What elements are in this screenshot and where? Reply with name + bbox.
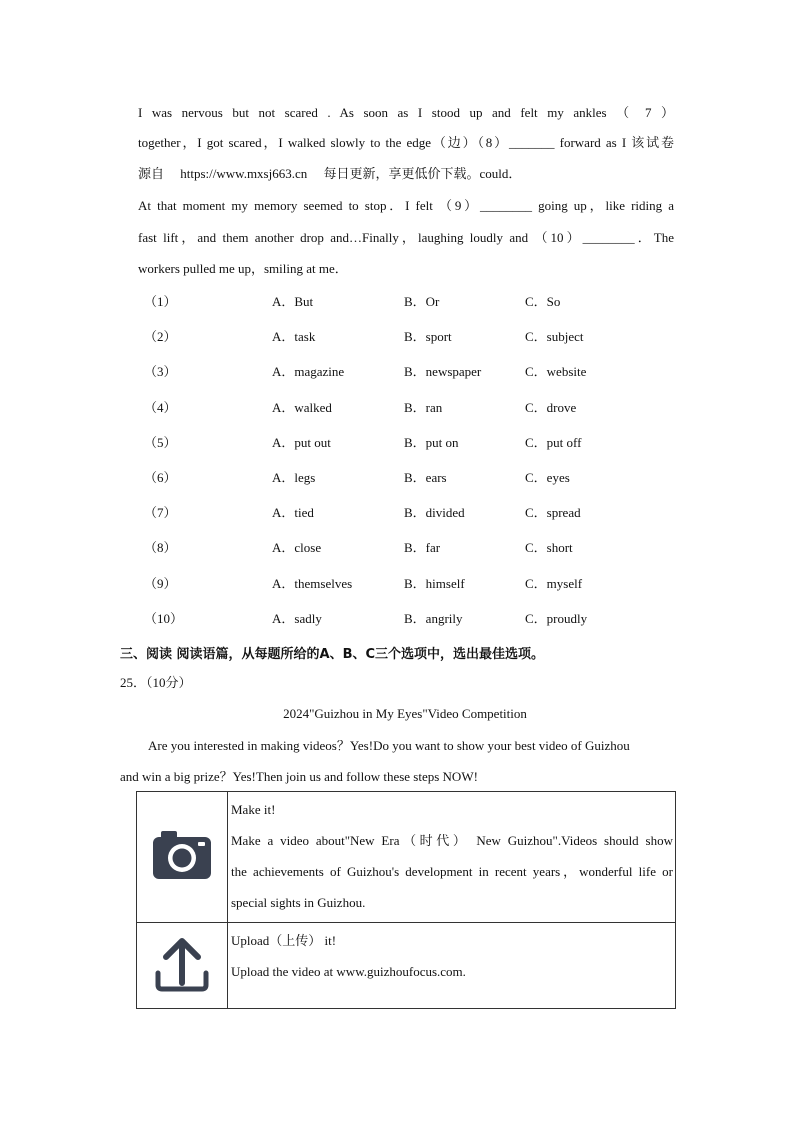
option-number: （8） (144, 540, 177, 556)
option-a: A．themselves (272, 575, 353, 591)
passage-line-3: 源自 https://www.mxsj663.cn 每日更新，享更低价下载。could． (138, 166, 522, 181)
option-number: （5） (144, 434, 177, 450)
steps-table (136, 791, 676, 1009)
option-a: A．magazine (272, 364, 345, 380)
passage-line-4: At that moment my memory seemed to stop．I felt （9）________ going up，like riding a (138, 198, 674, 213)
section-heading: 三、阅读 阅读语篇，从每题所给的A、B、C三个选项中，选出最佳选项。 (120, 647, 545, 662)
option-c: C．put off (525, 434, 582, 450)
option-b: B．Or (404, 294, 440, 309)
option-b: B．himself (404, 575, 465, 591)
option-a: A．tied (272, 505, 314, 521)
option-c: C．So (525, 294, 561, 309)
step-row-upload (137, 923, 676, 1009)
option-a: A．close (272, 540, 322, 556)
option-number: （6） (144, 470, 177, 485)
upload-icon (154, 980, 210, 997)
option-number: （4） (144, 399, 177, 415)
option-b: B．ran (404, 399, 443, 415)
competition-title: 2024"Guizhou in My Eyes"Video Competition (283, 706, 527, 721)
question-number: 25．（10分） (120, 675, 192, 690)
camera-icon (151, 868, 213, 885)
option-number: （2） (144, 329, 177, 345)
step-title: Upload（上传） it! (231, 933, 337, 948)
passage-line-5: fast lift，and them another drop and…Finally，laughing loudly and （10）________．The (138, 230, 674, 245)
option-b: B．angrily (404, 610, 463, 626)
step-row-make (137, 792, 676, 923)
option-number: （10） (144, 610, 184, 626)
option-c: C．short (525, 540, 573, 556)
step-icon-cell (137, 792, 228, 923)
option-number: （1） (144, 294, 177, 309)
option-a: A．legs (272, 470, 316, 485)
passage-line-1: I was nervous but not scared . As soon as I stood up and felt my ankles （ 7 ） (138, 105, 674, 120)
option-a: A．But (272, 294, 314, 309)
intro-line-2: and win a big prize？Yes!Then join us and follow these steps NOW! (120, 769, 478, 784)
step-title: Make it! (231, 802, 276, 817)
option-c: C．myself (525, 575, 583, 591)
option-b: B．ears (404, 470, 447, 485)
passage-line-2: together，I got scared，I walked slowly to the edge（边）（8）_______ forward as I 该试卷 (138, 135, 674, 150)
step-text-cell (228, 923, 676, 1009)
step-line: the achievements of Guizhou's development in recent years，wonderful life or (231, 864, 673, 879)
option-c: C．drove (525, 399, 577, 415)
intro-line-1: Are you interested in making videos？Yes!Do you want to show your best video of Guizhou (148, 738, 630, 753)
step-text-cell (228, 792, 676, 923)
step-line: Make a video about"New Era（时代） New Guizhou".Videos should show (231, 833, 673, 848)
option-a: A．put out (272, 434, 331, 450)
option-c: C．proudly (525, 610, 588, 626)
option-b: B．divided (404, 505, 465, 521)
option-b: B．far (404, 540, 441, 556)
option-b: B．sport (404, 329, 452, 345)
option-a: A．sadly (272, 610, 322, 626)
option-number: （7） (144, 505, 177, 521)
step-line: special sights in Guizhou. (231, 895, 366, 910)
option-number: （3） (144, 364, 177, 380)
option-number: （9） (144, 575, 177, 591)
option-c: C．eyes (525, 470, 570, 485)
option-a: A．task (272, 329, 316, 345)
option-b: B．newspaper (404, 364, 482, 380)
option-c: C．spread (525, 505, 581, 521)
option-b: B．put on (404, 434, 459, 450)
option-c: C．subject (525, 329, 584, 345)
option-a: A．walked (272, 399, 332, 415)
step-icon-cell (137, 923, 228, 1009)
option-c: C．website (525, 364, 587, 380)
passage-line-6: workers pulled me up，smiling at me． (138, 261, 348, 276)
step-line: Upload the video at www.guizhoufocus.com. (231, 964, 466, 979)
